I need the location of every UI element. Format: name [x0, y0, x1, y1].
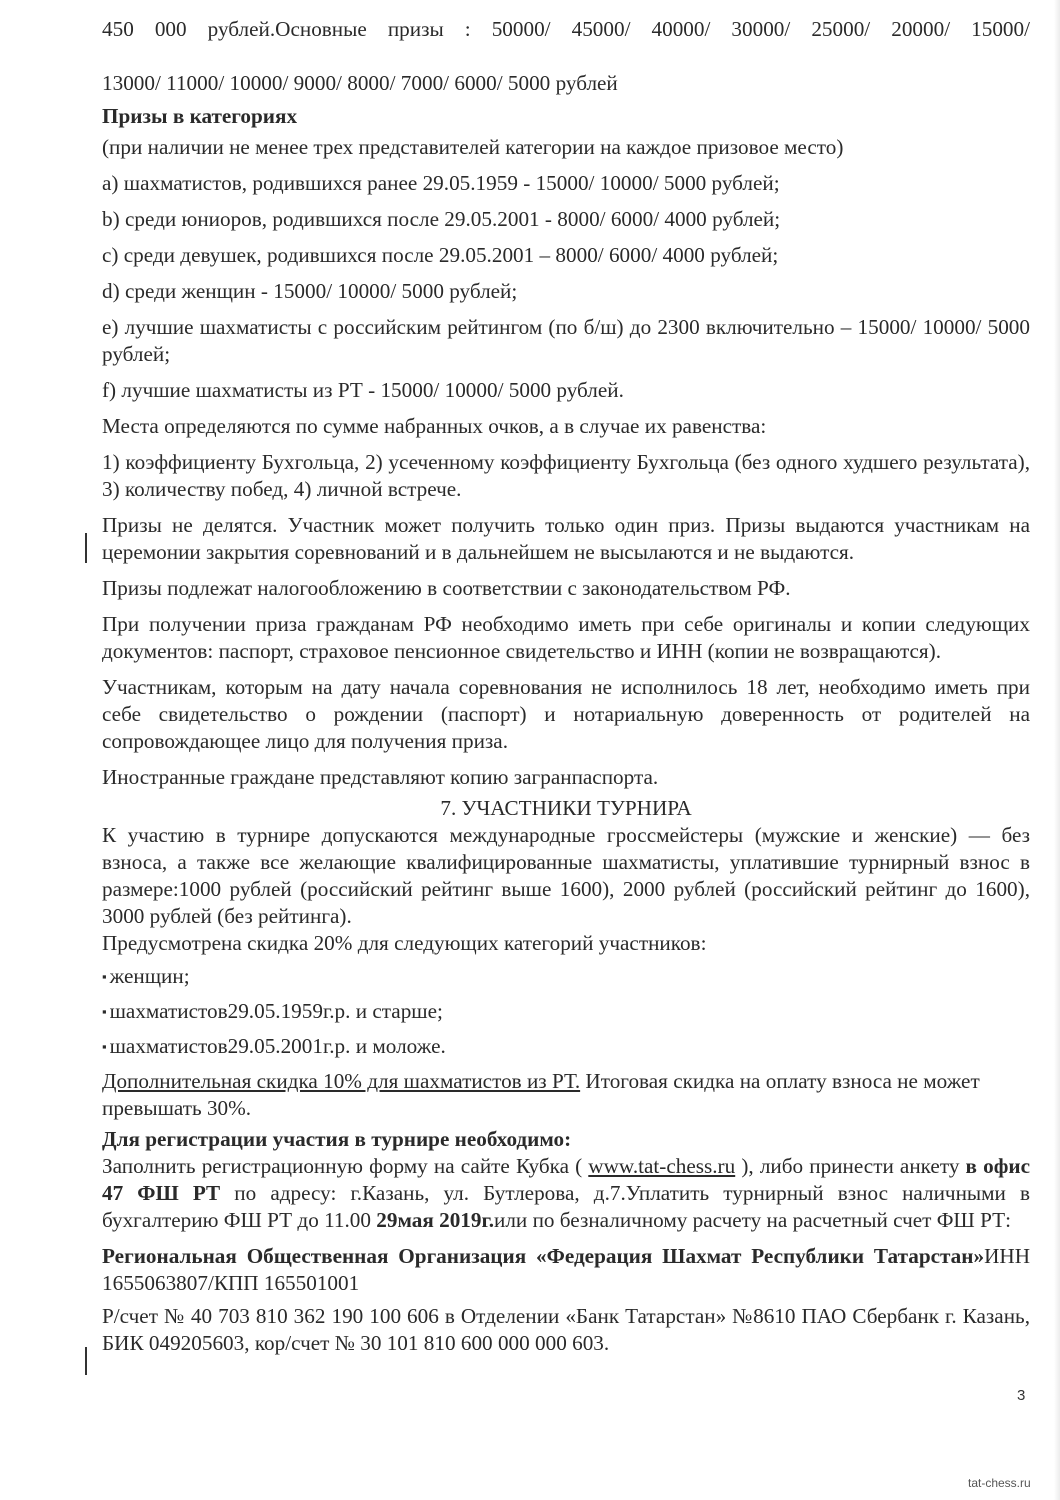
registration-office: в офис 47 ФШ РТ [102, 1154, 1030, 1205]
prize-fund-line-2: 13000/ 11000/ 10000/ 9000/ 8000/ 7000/ 6000/ 5000 рублей [102, 71, 618, 95]
extra-discount-underlined: Дополнительная скидка 10% для шахматистов из РТ. [102, 1069, 581, 1093]
category-f: f) лучшие шахматисты из РТ - 15000/ 10000/ 5000 рублей. [102, 378, 624, 402]
discount-item-label: шахматистов29.05.2001г.р. и моложе. [109, 1034, 446, 1058]
discount-item-seniors [102, 998, 1030, 1025]
categories-heading: Призы в категориях [102, 104, 298, 128]
registration-link[interactable]: www.tat-chess.ru [588, 1154, 736, 1178]
category-b: b) среди юниоров, родившихся после 29.05.2001 - 8000/ 6000/ 4000 рублей; [102, 207, 781, 231]
scan-edge [1054, 0, 1060, 1500]
category-d: d) среди женщин - 15000/ 10000/ 5000 рублей; [102, 279, 518, 303]
revision-bar-2 [85, 1347, 87, 1375]
foreigners-note: Иностранные граждане представляют копию загранпаспорта. [102, 765, 659, 789]
prize-documents: При получении приза гражданам РФ необходимо иметь при себе оригиналы и копии следующих документов: паспорт, страховое пенсионное свидетельство и ИНН (копии не возвращаются). [102, 612, 1030, 663]
category-a: а) шахматистов, родившихся ранее 29.05.1959 - 15000/ 10000/ 5000 рублей; [102, 171, 780, 195]
extra-discount-rest: Итоговая скидка на оплату взноса не может превышать 30%. [102, 1069, 980, 1120]
bullet-icon: ▪ [102, 1004, 107, 1019]
section-title: 7. УЧАСТНИКИ ТУРНИРА [440, 796, 692, 820]
discount-item-label: шахматистов29.05.1959г.р. и старше; [109, 999, 443, 1023]
revision-bar-1 [85, 533, 87, 563]
prizes-not-shared: Призы не делятся. Участник может получить только один приз. Призы выдаются участникам на церемонии закрытия соревнований и в дальнейшем не высылаются и не выдаются. [102, 513, 1030, 564]
registration-heading: Для регистрации участия в турнире необходимо: [102, 1127, 572, 1151]
discount-item-women [102, 963, 1030, 990]
org-name: Региональная Общественная Организация «Федерация Шахмат Республики Татарстан» [102, 1244, 985, 1268]
category-e: е) лучшие шахматисты с российским рейтингом (по б/ш) до 2300 включительно – 15000/ 10000/ 5000 рублей; [102, 315, 1030, 366]
document-body [102, 16, 1030, 1366]
ranking-criteria: 1) коэффициенту Бухгольца, 2) усеченному коэффициенту Бухгольца (без одного худшего результата), 3) количеству побед, 4) личной встрече. [102, 450, 1030, 501]
org-inn: ИНН 1655063807/КПП 165501001 [102, 1244, 1030, 1295]
registration-part-1: Заполнить регистрационную форму на сайте Кубка ( [102, 1154, 589, 1178]
bullet-icon: ▪ [102, 969, 107, 984]
prize-fund-line-1: 450 000 рублей.Основные призы : 50000/ 45000/ 40000/ 30000/ 25000/ 20000/ 15000/ [102, 17, 1030, 41]
bank-details: Р/счет № 40 703 810 362 190 100 606 в Отделении «Банк Татарстан» №8610 ПАО Сбербанк г. Казань, БИК 049205603, кор/счет № 30 101 810 600 000 000 603. [102, 1304, 1030, 1355]
ranking-intro: Места определяются по сумме набранных очков, а в случае их равенства: [102, 414, 767, 438]
registration-deadline: 29мая 2019г. [376, 1208, 495, 1232]
admission-text: К участию в турнире допускаются международные гроссмейстеры (мужские и женские) — без взноса, а также все желающие квалифицированные шахматисты, уплатившие турнирный взнос в размере:1000 рублей (российский рейтинг выше 1600), 2000 рублей (российский рейтинг до 1600), 3000 рублей (без рейтинга). [102, 823, 1030, 928]
discount-item-juniors [102, 1033, 1030, 1060]
page-number: 3 [1017, 1387, 1026, 1404]
registration-text [102, 1153, 1030, 1234]
organization-details [102, 1243, 1030, 1297]
extra-discount [102, 1068, 1030, 1122]
bullet-icon: ▪ [102, 1039, 107, 1054]
registration-part-3: по адресу: г.Казань, ул. Бутлерова, д.7.Уплатить турнирный взнос наличными в бухгалтерию ФШ РТ до 11.00 [102, 1181, 1030, 1232]
discount-intro: Предусмотрена скидка 20% для следующих категорий участников: [102, 931, 707, 955]
category-c: с) среди девушек, родившихся после 29.05.2001 – 8000/ 6000/ 4000 рублей; [102, 243, 779, 267]
minors-note: Участникам, которым на дату начала соревнования не исполнилось 18 лет, необходимо иметь при себе свидетельство о рождении (паспорт) и нотариальную доверенность от родителей на сопровождающее лицо для получения приза. [102, 675, 1030, 753]
prizes-taxed: Призы подлежат налогообложению в соответствии с законодательством РФ. [102, 576, 791, 600]
registration-part-2: ), либо принести анкету [735, 1154, 966, 1178]
registration-part-4: или по безналичному расчету на расчетный счет ФШ РТ: [494, 1208, 1011, 1232]
watermark: tat-chess.ru [968, 1476, 1031, 1490]
categories-condition: (при наличии не менее трех представителей категории на каждое призовое место) [102, 135, 844, 159]
discount-item-label: женщин; [109, 964, 190, 988]
